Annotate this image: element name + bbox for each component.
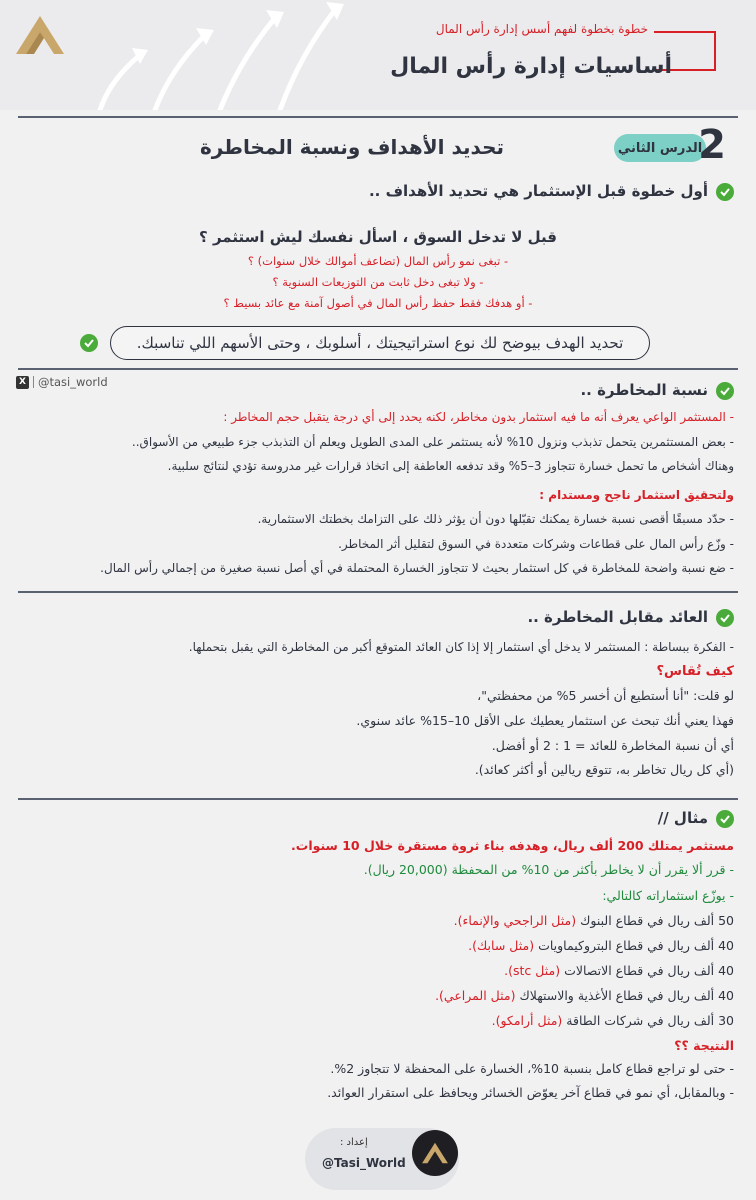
allocation-item [435, 988, 734, 1003]
allocation-note: (مثل الراجحي والإنماء). [453, 913, 577, 928]
goals-heading: أول خطوة قبل الإستثمار هي تحديد الأهداف .. [368, 182, 708, 200]
allocation-text: 40 ألف ريال في قطاع الاتصالات [564, 963, 734, 978]
allocation-text: 40 ألف ريال في قطاع البتروكيماويات [538, 938, 734, 953]
allocation-item [468, 938, 734, 953]
allocation-item [492, 1013, 734, 1028]
reward-line: (أي كل ريال تخاطر به، تتوقع ريالين أو أكثر كعائد). [474, 762, 734, 777]
goals-summary-box: تحديد الهدف بيوضح لك نوع استراتيجيتك ، أسلوبك ، وحتى الأسهم اللي تناسبك. [110, 326, 650, 360]
goals-question: قبل لا تدخل السوق ، اسأل نفسك ليش استثمر ؟ [199, 228, 557, 246]
example-rule: - قرر ألا يقرر أن لا يخاطر بأكثر من 10% من المحفظة (20,000 ريال). [363, 862, 734, 877]
lesson-badge: الدرس الثاني [614, 134, 706, 162]
divider [18, 591, 738, 593]
risk-tip: - ضع نسبة واضحة للمخاطرة في كل استثمار بحيث لا تتجاوز الخسارة المحتملة في أي أصل نسبة صغيرة من إجمالي رأس المال. [100, 561, 734, 575]
allocation-item [454, 913, 734, 928]
page-header [0, 0, 756, 110]
check-icon [716, 609, 734, 627]
risk-heading: نسبة المخاطرة .. [580, 381, 708, 399]
example-distribute: - يوزّع استثماراته كالتالي: [602, 888, 734, 903]
brand-logo-icon [14, 14, 66, 56]
social-handle [16, 375, 108, 389]
header-subtitle: خطوة بخطوة لفهم أسس إدارة رأس المال [435, 22, 648, 36]
divider [18, 368, 738, 370]
divider [18, 798, 738, 800]
lesson-header [26, 122, 726, 168]
goal-option: - تبغى نمو رأس المال (تضاعف أموالك خلال سنوات) ؟ [247, 254, 509, 268]
handle-separator [33, 376, 34, 388]
reward-idea: - الفكرة ببساطة : المستثمر لا يدخل أي استثمار إلا إذا كان العائد المتوقع أكبر من المخاطرة التي يقبل بتحملها. [188, 640, 734, 654]
allocation-item [504, 963, 734, 978]
allocation-text: 50 ألف ريال في قطاع البنوك [580, 913, 734, 928]
risk-paragraph: - بعض المستثمرين يتحمل تذبذب ونزول 10% لأنه يستثمر على المدى الطويل ويعلم أن التذبذب جزء طبيعي من الأسواق.. [131, 435, 734, 449]
goal-option: - ولا تبغى دخل ثابت من التوزيعات السنوية ؟ [272, 275, 484, 289]
check-icon [80, 334, 98, 352]
check-icon [716, 382, 734, 400]
risk-paragraph: وهناك أشخاص ما تحمل خسارة تتجاوز 3–5% وقد تدفعه العاطفة إلى اتخاذ قرارات غير مدروسة تؤدي لنتائج سلبية. [167, 459, 734, 473]
risk-tip: - وزّع رأس المال على قطاعات وشركات متعددة في السوق لتقليل أثر المخاطر. [338, 537, 734, 551]
reward-line: أي أن نسبة المخاطرة للعائد = 1 : 2 أو أفضل. [491, 738, 734, 753]
allocation-note: (مثل المراعي). [435, 988, 516, 1003]
reward-line: فهذا يعني أنك تبحث عن استثمار يعطيك على الأقل 10–15% عائد سنوي. [356, 713, 734, 728]
lesson-title: تحديد الأهداف ونسبة المخاطرة [199, 135, 504, 159]
goal-option: - أو هدفك فقط حفظ رأس المال في أصول آمنة مع عائد بسيط ؟ [223, 296, 533, 310]
check-icon [716, 810, 734, 828]
divider [18, 116, 738, 118]
risk-intro: - المستثمر الواعي يعرف أنه ما فيه استثمار بدون مخاطر، لكنه يحدد إلى أي درجة يتقبل حجم المخاطر : [223, 410, 734, 424]
result-line: - وبالمقابل، أي نمو في قطاع آخر يعوّض الخسائر ويحافظ على استقرار العوائد. [327, 1085, 734, 1100]
allocation-note: (مثل سابك). [468, 938, 535, 953]
allocation-text: 40 ألف ريال في قطاع الأغذية والاستهلاك [519, 988, 734, 1003]
x-logo-icon: X [16, 376, 29, 389]
author-handle: @Tasi_World [322, 1156, 406, 1170]
author-logo [412, 1130, 458, 1176]
example-heading: مثال // [657, 809, 708, 827]
growth-arrows-icon [70, 0, 370, 110]
page-title: أساسيات إدارة رأس المال [390, 54, 672, 79]
risk-subheading: ولتحقيق استثمار ناجح ومستدام : [539, 488, 734, 502]
allocation-text: 30 ألف ريال في شركات الطاقة [566, 1013, 734, 1028]
check-icon [716, 183, 734, 201]
reward-line: لو قلت: "أنا أستطيع أن أخسر 5% من محفظتي"، [477, 688, 734, 703]
handle-text: @tasi_world [38, 375, 108, 389]
example-intro: مستثمر يمتلك 200 ألف ريال، وهدفه بناء ثروة مستقرة خلال 10 سنوات. [291, 838, 734, 853]
allocation-note: (مثل أرامكو). [491, 1013, 563, 1028]
brand-logo-icon [421, 1141, 449, 1165]
reward-heading: العائد مقابل المخاطرة .. [527, 608, 708, 626]
result-label: النتيجة ؟؟ [674, 1038, 734, 1053]
allocation-note: (مثل stc). [504, 963, 561, 978]
risk-tip: - حدّد مسبقًا أقصى نسبة خسارة يمكنك تقبّلها دون أن يؤثر ذلك على التزامك بخطتك الاستثمارية. [257, 512, 734, 526]
author-label: إعداد : [340, 1137, 368, 1148]
reward-how: كيف تُقاس؟ [656, 664, 734, 679]
lesson-number: 2 [698, 122, 726, 168]
result-line: - حتى لو تراجع قطاع كامل بنسبة 10%، الخسارة على المحفظة لا تتجاوز 2%. [330, 1061, 734, 1076]
